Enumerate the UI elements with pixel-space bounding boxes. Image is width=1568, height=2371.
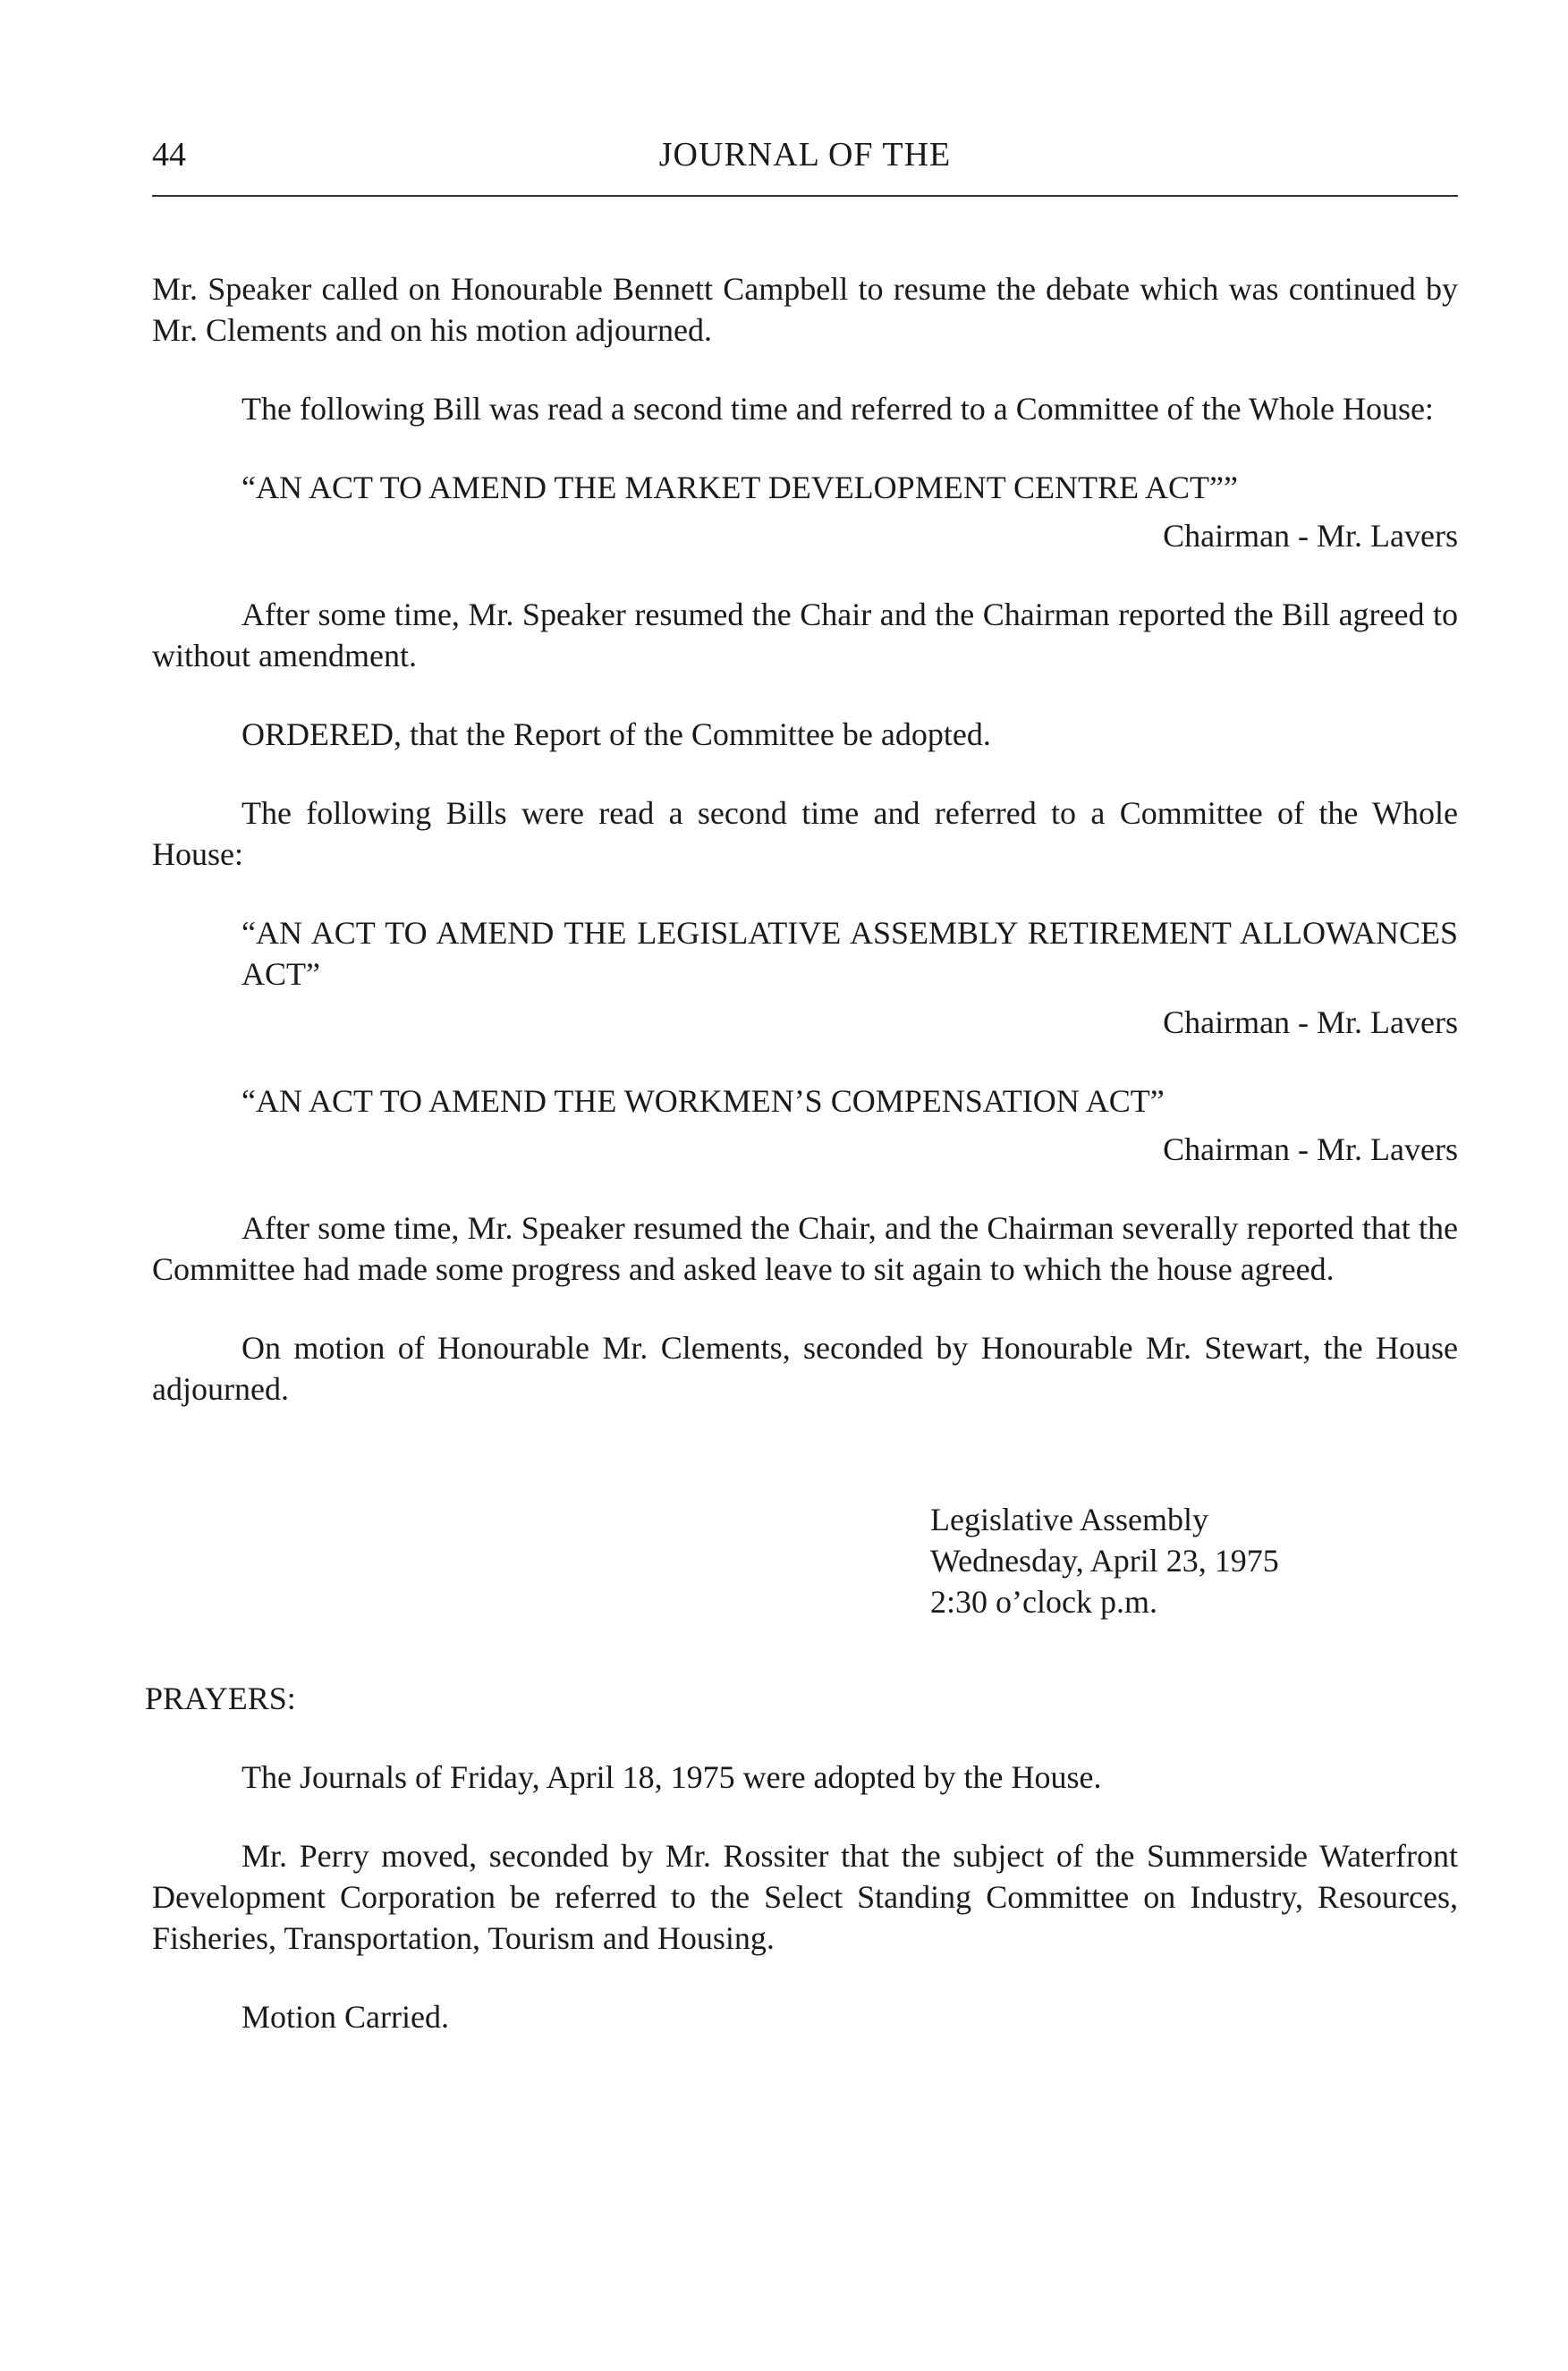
header-rule [152,195,1458,197]
page-number: 44 [152,136,186,174]
chairman-line: Chairman - Mr. Lavers [1163,1131,1458,1167]
prayers-heading: PRAYERS: [145,1681,296,1716]
paragraph-motion-carried: Motion Carried. [242,1999,449,2035]
page-header [152,134,1458,181]
bill-title-workmens-compensation: “AN ACT TO AMEND THE WORKMEN’S COMPENSATION ACT” [242,1083,1165,1119]
bill-title-retirement-allowances: “AN ACT TO AMEND THE LEGISLATIVE ASSEMBLY RETIREMENT ALLOWANCES ACT” [242,915,1458,992]
paragraph-committee-progress: After some time, Mr. Speaker resumed the Chair, and the Chairman severally reported that the Committee had made some progress and asked leave to sit again to which the house agreed. [152,1210,1458,1287]
chairman-line: Chairman - Mr. Lavers [1163,518,1458,554]
bill-title-market-development: “AN ACT TO AMEND THE MARKET DEVELOPMENT CENTRE ACT”” [242,470,1238,505]
paragraph-speaker-resumed-chair: After some time, Mr. Speaker resumed the Chair and the Chairman reported the Bill agreed to without amendment. [152,597,1458,673]
paragraph-ordered-report: ORDERED, that the Report of the Committee be adopted. [242,716,991,752]
chairman-line: Chairman - Mr. Lavers [1163,1004,1458,1040]
session-assembly: Legislative Assembly [930,1502,1208,1537]
paragraph-bills-second-reading: The following Bills were read a second time and referred to a Committee of the Whole House: [152,795,1458,872]
journal-page [145,0,1458,2371]
paragraph-debate-resumed: Mr. Speaker called on Honourable Bennett Campbell to resume the debate which was continued by Mr. Clements and on his motion adjourned. [152,271,1458,348]
paragraph-perry-motion: Mr. Perry moved, seconded by Mr. Rossiter that the subject of the Summerside Waterfront Development Corporation be referred to the Select Standing Committee on Industry, Resources, Fisheries, Transportation, Tourism and Housing. [152,1838,1458,1956]
journal-body [145,268,1458,2075]
paragraph-house-adjourned: On motion of Honourable Mr. Clements, seconded by Honourable Mr. Stewart, the House adjourned. [152,1330,1458,1407]
session-time: 2:30 o’clock p.m. [930,1584,1157,1620]
journal-title: JOURNAL OF THE [658,136,952,174]
paragraph-bill-second-reading: The following Bill was read a second time and referred to a Committee of the Whole House: [242,391,1434,427]
paragraph-journals-adopted: The Journals of Friday, April 18, 1975 were adopted by the House. [242,1759,1102,1795]
session-date: Wednesday, April 23, 1975 [930,1543,1279,1579]
session-heading [930,1499,1458,1622]
